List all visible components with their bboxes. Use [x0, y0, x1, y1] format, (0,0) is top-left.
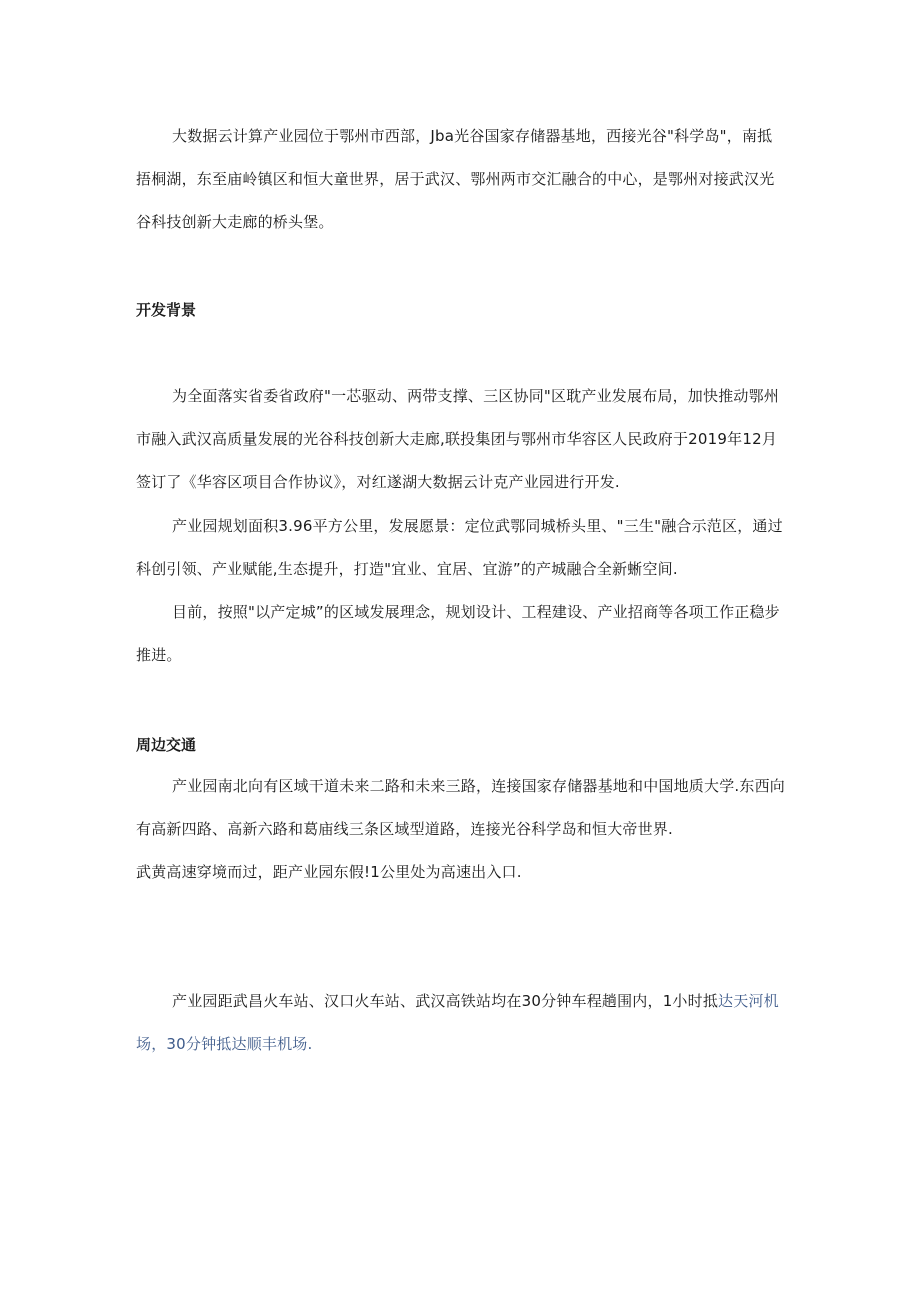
section-heading-traffic: 周边交通: [136, 736, 197, 754]
traffic-paragraph-1-text: 产业园南北向有区域干道未来二路和未来三路，连接国家存储器基地和中国地质大学.东西向有高新四路、高新六路和葛庙线三条区域型道路，连接光谷科学岛和恒大帝世界.: [136, 777, 785, 838]
background-paragraph-2: 产业园规划面积3.96平方公里，发展愿景：定位武鄂同城桥头里、"三生"融合示范区，通过科创引领、产业赋能,生态提升，打造"宜业、宜居、宜游”的产城融合全新蜥空间.: [136, 517, 783, 578]
section-heading-background: 开发背景: [136, 301, 197, 319]
traffic-paragraph-3-text: 产业园距武昌火车站、汉口火车站、武汉高铁站均在30分钟车程趟围内，1小时抵: [172, 992, 719, 1010]
airport-link-text: 达天河机场，30分钟抵达顺丰机场.: [136, 992, 779, 1053]
intro-paragraph: 大数据云计算产业园位于鄂州市西部，Jba光谷国家存储器基地，西接光谷"科学岛"，南抵捂桐湖，东至庙岭镇区和恒大童世界，居于武汉、鄂州两市交汇融合的中心，是鄂州对接武汉光谷科技创新大走廊的桥头堡。: [136, 127, 775, 231]
background-paragraph-1: 为全面落实省委省政府"一芯驱动、两带支撑、三区协同"区耽产业发展布局，加快推动鄂州市融入武汉高质量发展的光谷科技创新大走廊,联投集团与鄂州市华容区人民政府于2019年12月签订了《华容区项目合作协议》，对红遂湖大数据云计克产业园进行开发.: [136, 387, 780, 491]
traffic-paragraph-1: [136, 765, 786, 894]
traffic-paragraph-3: [136, 980, 786, 1066]
traffic-paragraph-2: 武黄高速穿境而过，距产业园东假!1公里处为高速出入口.: [136, 863, 522, 881]
background-paragraph-3: 目前，按照"以产定城”的区域发展理念，规划设计、工程建设、产业招商等各项工作正稳步推进。: [136, 603, 780, 664]
